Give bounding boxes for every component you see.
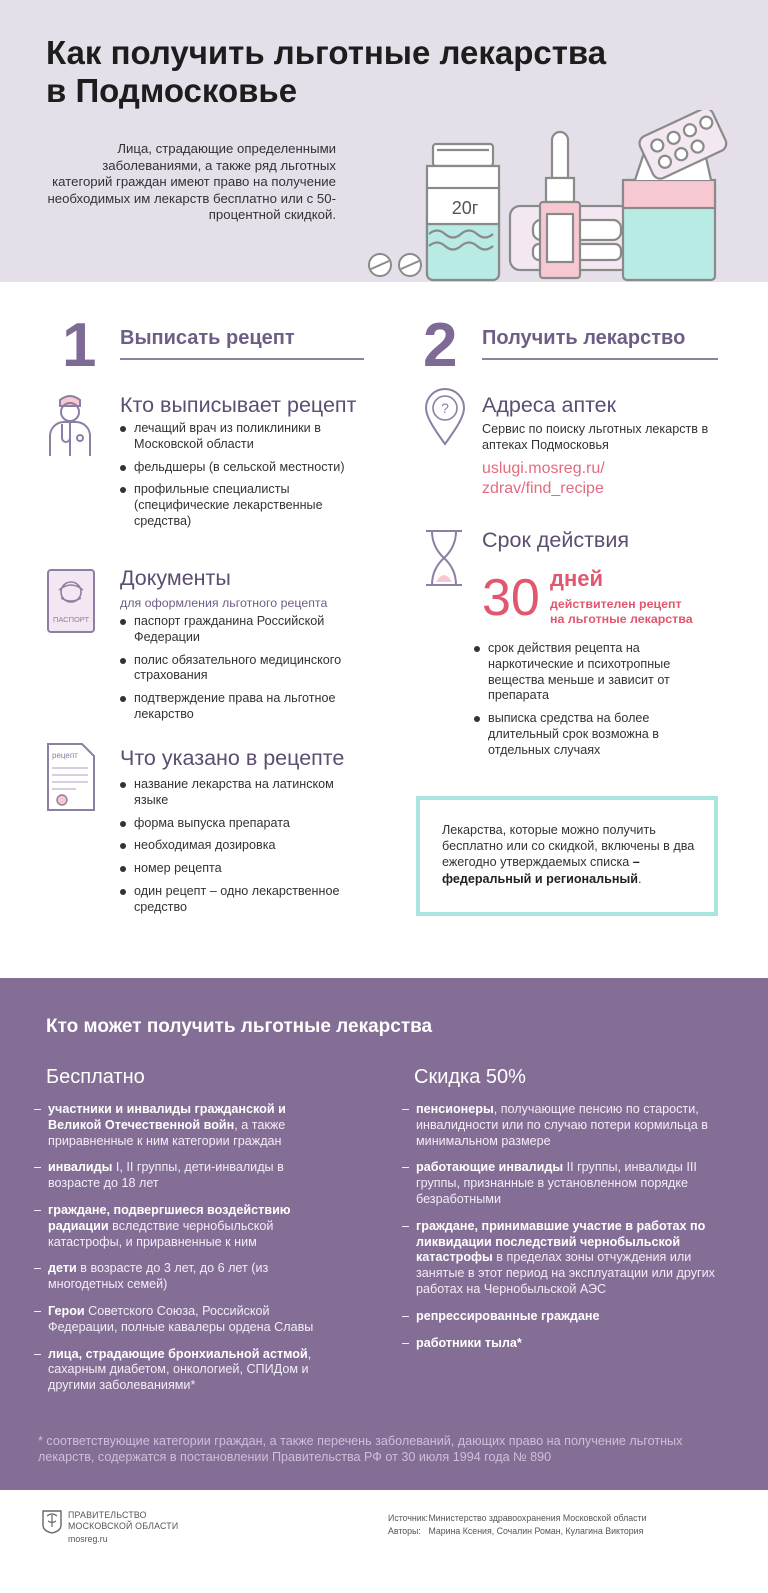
- validity-caption-line-1: действителен рецепт: [550, 597, 682, 611]
- item-bold: лица, страдающие бронхиальной астмой: [48, 1346, 308, 1361]
- step-2-number: 2: [423, 311, 458, 380]
- list-item: выписка средства на более длительный срок возможна в отдельных случаях: [474, 711, 720, 758]
- item-text: II группы, инвалиды III группы, признанные в установленном порядке безработными: [416, 1160, 697, 1206]
- authors-label: Авторы:: [388, 1526, 421, 1536]
- authors-line: [388, 1525, 646, 1538]
- coat-of-arms-icon: [42, 1510, 62, 1534]
- docs-subtitle: для оформления льготного рецепта: [120, 596, 328, 610]
- list-item: один рецепт – одно лекарственное средство: [120, 884, 360, 916]
- item-bold: пенсионеры: [416, 1102, 494, 1116]
- item-text: , а также приравненные к ним категории граждан: [48, 1117, 286, 1148]
- source-line: [388, 1512, 646, 1525]
- list-item: название лекарства на латинском языке: [120, 777, 360, 809]
- passport-label: ПАСПОРТ: [52, 615, 90, 624]
- item-bold: дети: [48, 1261, 77, 1276]
- source-value: Министерство здравоохранения Московской области: [428, 1513, 647, 1523]
- step-2-divider: [482, 358, 718, 360]
- discount-title: Скидка 50%: [414, 1066, 526, 1088]
- list-item: номер рецепта: [120, 861, 360, 877]
- list-item: полис обязательного медицинского страхования: [120, 653, 360, 685]
- item-bold: граждане, принимавшие участие в работах по ликвидации последствий чернобыльской катастрофы: [416, 1218, 706, 1265]
- discount-list: [402, 1102, 720, 1362]
- lists-note-text: [442, 822, 702, 887]
- validity-days-unit: дней: [550, 566, 604, 591]
- item-text: , получающие пенсию по старости, инвалидности или по случаю потери кормильца в минимальном размере: [416, 1102, 708, 1148]
- medicine-illustration: [365, 110, 735, 282]
- item-bold: граждане, подвергшиеся воздействию радиации: [48, 1202, 291, 1233]
- pharmacy-link[interactable]: [482, 459, 605, 499]
- doctor-icon: [46, 390, 94, 458]
- title-line-1: Как получить льготные лекарства: [46, 34, 607, 71]
- item-bold: Герои: [48, 1303, 85, 1318]
- location-pin-icon: [424, 388, 466, 446]
- list-item: [34, 1160, 334, 1192]
- who-list: [120, 421, 360, 537]
- page-title: [46, 34, 726, 110]
- title-line-2: в Подмосковье: [46, 72, 298, 109]
- validity-caption-line-2: на льготные лекарства: [550, 612, 693, 626]
- list-item: [34, 1304, 334, 1336]
- recipe-title: Что указано в рецепте: [120, 746, 345, 770]
- item-bold: участники и инвалиды гражданской и Великой Отечественной войн: [48, 1102, 286, 1132]
- hourglass-icon: [424, 528, 464, 588]
- list-item: [34, 1102, 334, 1149]
- step-2-title: Получить лекарство: [482, 327, 686, 349]
- item-text: , сахарным диабетом, онкологией, СПИДом и другими заболеваниями*: [48, 1346, 312, 1393]
- validity-days-number: 30: [482, 569, 540, 627]
- source-label: Источник:: [388, 1513, 428, 1523]
- passport-icon: [46, 568, 96, 634]
- list-item: фельдшеры (в сельской местности): [120, 460, 360, 476]
- list-item: лечащий врач из поликлиники в Московской области: [120, 421, 360, 453]
- item-text: Советского Союза, Российской Федерации, полные кавалеры ордена Славы: [48, 1303, 314, 1334]
- note-main: Лекарства, которые можно получить бесплатно или со скидкой, включены в два ежегодно утверждаемых списка: [442, 823, 695, 870]
- list-item: [34, 1203, 334, 1250]
- list-item: необходимая дозировка: [120, 838, 360, 854]
- item-text: в пределах зоны отчуждения или занятые в этот период на эксплуатации или других работах на Чернобыльской АЭС: [416, 1250, 715, 1296]
- step-1-divider: [120, 358, 364, 360]
- gov-line-2: МОСКОВСКОЙ ОБЛАСТИ: [68, 1521, 179, 1531]
- footnote: * соответствующие категории граждан, а также перечень заболеваний, дающих право на получение льготных лекарств, содержатся в постановлении Правительства РФ от 30 июля 1994 года № 890: [38, 1434, 683, 1464]
- docs-title: Документы: [120, 566, 231, 590]
- step-1-number: 1: [62, 311, 97, 380]
- note-end: .: [637, 871, 642, 886]
- footer: [0, 1490, 768, 1593]
- recipe-list: [120, 777, 360, 923]
- item-bold: инвалиды: [48, 1160, 113, 1175]
- item-text: в возрасте до 3 лет, до 6 лет (из многодетных семей): [48, 1261, 269, 1292]
- list-item: [402, 1102, 720, 1149]
- recipe-icon: [46, 742, 96, 812]
- validity-days-caption: [550, 597, 693, 627]
- intro-text: Лица, страдающие определенными заболеваниями, а также ряд льготных категорий граждан имеют право на получение необходимых им лекарств бесплатно или с 50-процентной скидкой.: [47, 141, 336, 223]
- validity-list: [474, 641, 720, 766]
- who-title: Кто выписывает рецепт: [120, 393, 357, 417]
- list-item: [34, 1347, 334, 1394]
- pill-icon: [369, 254, 421, 276]
- docs-list: [120, 614, 360, 730]
- list-item: подтверждение права на льготное лекарство: [120, 691, 360, 723]
- list-item: форма выпуска препарата: [120, 816, 360, 832]
- dropper-bottle-icon: [540, 132, 580, 278]
- pharmacy-text: Сервис по поиску льготных лекарств в аптеках Подмосковья: [482, 422, 709, 452]
- item-bold: работающие инвалиды: [416, 1160, 564, 1175]
- item-text: вследствие чернобыльской катастрофы, и приравненные к ним: [48, 1218, 274, 1249]
- item-bold: репрессированные граждане: [416, 1308, 600, 1323]
- item-text: I, II группы, дети-инвалиды в возрасте до 18 лет: [48, 1160, 284, 1191]
- item-bold: работники тыла*: [416, 1335, 522, 1350]
- recipe-doc-label: рецепт: [52, 751, 78, 760]
- gov-site-link[interactable]: mosreg.ru: [68, 1534, 108, 1544]
- note-bold: – федеральный и региональный: [442, 855, 640, 886]
- free-title: Бесплатно: [46, 1066, 145, 1088]
- credits: [388, 1512, 646, 1538]
- free-list: [34, 1102, 334, 1405]
- list-item: [402, 1309, 720, 1325]
- pill-box-icon: [623, 110, 729, 280]
- lists-note-box: [416, 796, 718, 916]
- validity-title: Срок действия: [482, 528, 630, 552]
- step-1-title: Выписать рецепт: [120, 327, 295, 349]
- pharmacy-link-line-2[interactable]: zdrav/find_recipe: [482, 480, 604, 497]
- gov-line-1: ПРАВИТЕЛЬСТВО: [68, 1510, 147, 1520]
- list-item: паспорт гражданина Российской Федерации: [120, 614, 360, 646]
- who-can-title: Кто может получить льготные лекарства: [46, 1016, 433, 1037]
- list-item: профильные специалисты (специфические лекарственные средства): [120, 482, 360, 529]
- svg-text:?: ?: [441, 400, 449, 416]
- header: [0, 0, 768, 282]
- list-item: [402, 1160, 720, 1207]
- list-item: срок действия рецепта на наркотические и психотропные вещества меньше и зависит от препарата: [474, 641, 720, 704]
- list-item: [402, 1219, 720, 1298]
- pharmacy-link-line-1[interactable]: uslugi.mosreg.ru/: [482, 460, 605, 477]
- pharmacy-title: Адреса аптек: [482, 393, 617, 417]
- list-item: [402, 1336, 720, 1352]
- list-item: [34, 1261, 334, 1293]
- who-can-section: [0, 978, 768, 1490]
- authors-value: Марина Ксения, Сочалин Роман, Кулагина Виктория: [428, 1526, 644, 1536]
- bottle-label: 20г: [451, 198, 479, 218]
- government-name: [68, 1510, 178, 1532]
